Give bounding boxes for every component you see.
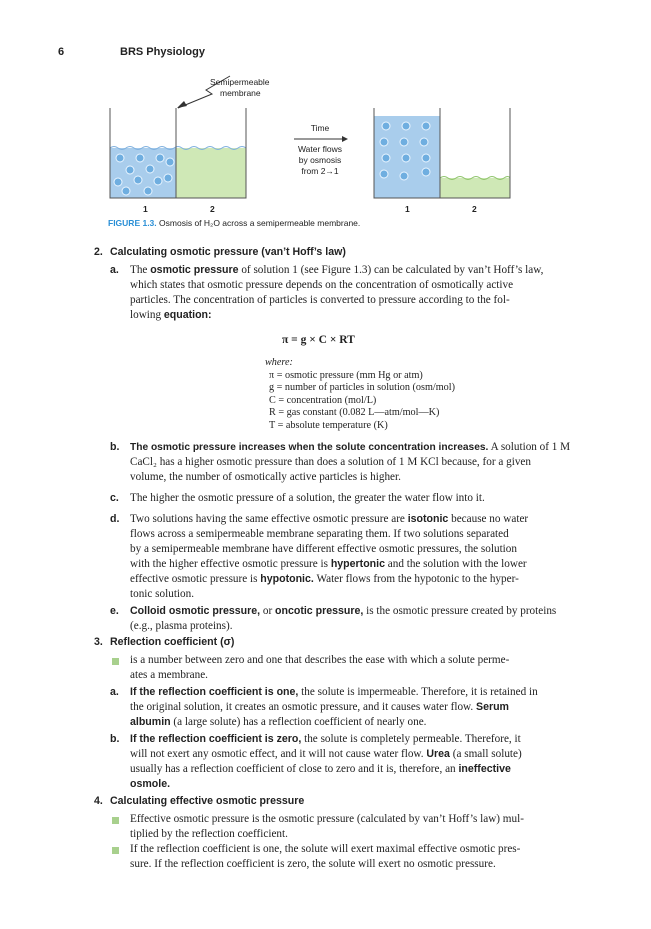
term-osmole: osmole. <box>130 778 171 790</box>
section2-b-line1 <box>130 440 570 456</box>
flow-line2: by osmosis <box>298 155 342 165</box>
section2-a-line1 <box>130 263 570 278</box>
section3-b-line3 <box>130 762 511 777</box>
section4-bullet2-line1: If the reflection coefficient is one, the solute will exert maximal effective osmotic pres- <box>130 843 521 855</box>
section2-a-line3: particles. The concentration of particles is converted to pressure according to the fol- <box>130 294 510 306</box>
right-solution-2 <box>440 178 510 198</box>
membrane-label-line1: Semipermeable <box>210 77 270 87</box>
section2-b-label: b. <box>110 441 120 453</box>
flow-line3: from 2→1 <box>301 166 339 176</box>
page-number: 6 <box>58 46 65 58</box>
membrane-label-line2: membrane <box>220 88 261 98</box>
section2-d-line5 <box>130 572 519 587</box>
definition-c: C = concentration (mol/L) <box>269 394 377 406</box>
section3-number: 3. <box>94 636 103 648</box>
bullet-square <box>112 817 119 824</box>
definition-pi: π = osmotic pressure (mm Hg or atm) <box>269 370 423 381</box>
section3-a-label: a. <box>110 686 119 698</box>
osmosis-figure <box>60 68 600 238</box>
text-run: the solute is impermeable. Therefore, it is retained in <box>298 686 538 698</box>
section3-a-line1 <box>130 685 538 700</box>
section4-number: 4. <box>94 795 103 807</box>
term-isotonic: isotonic <box>407 513 449 525</box>
text-run: of solution 1 (see Figure 1.3) can be calculated by van’t Hoff’s law, <box>238 264 544 276</box>
section2-a-label: a. <box>110 264 119 276</box>
bullet-square <box>112 658 119 665</box>
left-label-1: 1 <box>143 204 148 214</box>
figure-caption-text: Osmosis of H₂O across a semipermeable membrane. <box>159 218 361 228</box>
definition-r: R = gas constant (0.082 L—atm/mol—K) <box>269 407 440 419</box>
section4-bullet1-line1: Effective osmotic pressure is the osmotic pressure (calculated by van’t Hoff’s law) mul- <box>130 813 524 825</box>
time-label: Time <box>310 123 330 133</box>
figure-caption-number: FIGURE 1.3. <box>108 218 157 228</box>
term-reflection-one: If the reflection coefficient is one, <box>130 686 299 698</box>
section2-number: 2. <box>94 246 103 258</box>
section2-d-line2: flows across a semipermeable membrane separating them. If two solutions separated <box>130 528 509 540</box>
right-label-2: 2 <box>472 204 477 214</box>
text-run: The <box>130 264 151 276</box>
section2-d-line1 <box>130 512 528 527</box>
text-run: usually has a reflection coefficient of close to zero and it is, therefore, an <box>130 763 459 775</box>
section3-bullet1-line1: is a number between zero and one that describes the ease with which a solute perme- <box>130 654 510 666</box>
section2-b-line3: volume, the number of osmotically active particles is higher. <box>130 471 401 483</box>
text-run: the original solution, it creates an osmotic pressure, and it causes water flow. <box>130 701 474 713</box>
section4-bullet1-line2: tiplied by the reflection coefficient. <box>130 828 288 840</box>
section2-b-line2: CaCl₂ has a higher osmotic pressure than does a solution of 1 M KCl because, for a given <box>130 456 531 468</box>
text-run: will not exert any osmotic effect, and it will not cause water flow. <box>130 748 427 760</box>
term-albumin: albumin <box>130 716 171 728</box>
section2-c-label: c. <box>110 492 119 504</box>
figure-caption <box>108 218 360 228</box>
text-run: A solution of 1 M <box>488 441 571 453</box>
left-solution-2 <box>176 148 246 198</box>
definition-g: g = number of particles in solution (osm/mol) <box>269 382 455 394</box>
section3-bullet1-line2: ates a membrane. <box>130 669 208 681</box>
equation-where: where: <box>265 357 293 368</box>
section3-b-line4 <box>130 777 170 792</box>
section2-e-line2: (e.g., plasma proteins). <box>130 620 233 632</box>
definition-t: T = absolute temperature (K) <box>269 419 388 431</box>
term-colloid-osmotic-pressure: Colloid osmotic pressure, <box>130 605 261 617</box>
section2-e-label: e. <box>110 605 119 617</box>
term-oncotic-pressure: oncotic pressure, <box>275 605 364 617</box>
flow-line1: Water flows <box>297 144 343 154</box>
text-run: (a small solute) <box>449 748 522 760</box>
section3-b-label: b. <box>110 733 120 745</box>
section2-d-label: d. <box>110 513 120 525</box>
equation-definitions <box>269 370 455 432</box>
term-ineffective: ineffective <box>458 763 511 775</box>
vant-hoff-equation: π = g × C × RT <box>282 334 355 346</box>
section3-b-line2 <box>130 747 522 762</box>
section3-a-line2 <box>130 700 509 715</box>
section3-title: Reflection coefficient (σ) <box>110 636 235 648</box>
section2-e-line1 <box>130 604 556 619</box>
term-osmotic-pressure: osmotic pressure <box>150 264 239 276</box>
time-arrow-head <box>342 136 348 142</box>
term-equation: equation: <box>163 309 212 321</box>
term-osmotic-pressure-increases: The osmotic pressure increases when the solute concentration increases. <box>130 442 489 453</box>
running-title: BRS Physiology <box>120 46 205 58</box>
term-serum: Serum <box>476 701 509 713</box>
text-run: is the osmotic pressure created by proteins <box>363 605 557 617</box>
term-urea: Urea <box>426 748 450 760</box>
section3-b-line1 <box>130 732 521 747</box>
section2-c-line1: The higher the osmotic pressure of a solution, the greater the water flow into it. <box>130 492 485 504</box>
term-hypotonic: hypotonic. <box>260 573 314 585</box>
membrane-pointer-head <box>177 101 187 108</box>
term-reflection-zero: If the reflection coefficient is zero, <box>130 733 302 745</box>
section3-a-line3 <box>130 715 426 730</box>
text-run: lowing <box>130 309 164 321</box>
bullet-square <box>112 847 119 854</box>
text-run: Two solutions having the same effective osmotic pressure are <box>130 513 408 525</box>
text-run: (a large solute) has a reflection coefficient of nearly one. <box>170 716 427 728</box>
right-label-1: 1 <box>405 204 410 214</box>
text-run: or <box>260 605 276 617</box>
section4-bullet2-line2: sure. If the reflection coefficient is zero, the solute will exert no osmotic pressure. <box>130 858 496 870</box>
text-run: and the solution with the lower <box>384 558 527 570</box>
section2-d-line3: by a semipermeable membrane have different effective osmotic pressures, the solution <box>130 543 517 555</box>
section4-title: Calculating effective osmotic pressure <box>110 795 305 807</box>
text-run: because no water <box>448 513 529 525</box>
text-run: Water flows from the hypotonic to the hyper- <box>313 573 519 585</box>
term-hypertonic: hypertonic <box>330 558 385 570</box>
section2-a-line2: which states that osmotic pressure depends on the concentration of osmotically active <box>130 279 514 291</box>
text-run: with the higher effective osmotic pressure is <box>130 558 331 570</box>
section2-d-line6: tonic solution. <box>130 588 195 600</box>
text-run: the solute is completely permeable. Therefore, it <box>301 733 521 745</box>
section2-title: Calculating osmotic pressure (van’t Hoff’s law) <box>110 246 346 258</box>
section2-d-line4 <box>130 557 527 572</box>
left-label-2: 2 <box>210 204 215 214</box>
section2-a-line4 <box>130 308 212 323</box>
text-run: effective osmotic pressure is <box>130 573 261 585</box>
